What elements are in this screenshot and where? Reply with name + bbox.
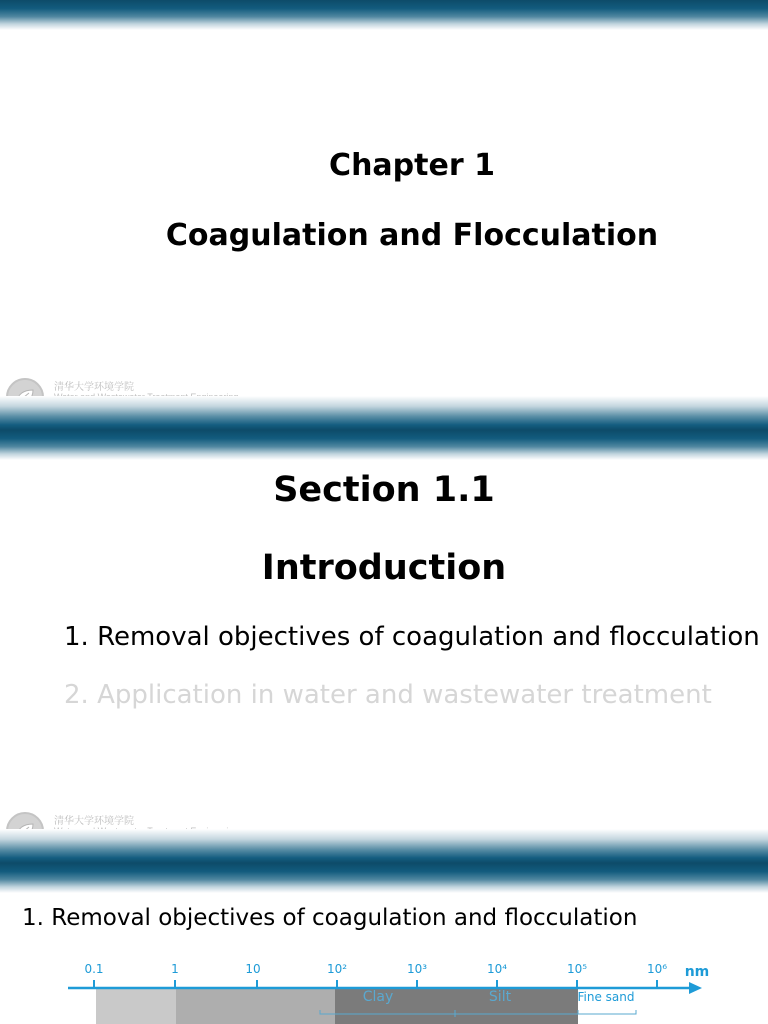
- tick-label: 10: [245, 962, 261, 976]
- section-subtitle: Introduction: [261, 548, 507, 588]
- category-label-clay: Clay: [362, 989, 394, 1005]
- institution-name-cn: 清华大学环境学院: [54, 382, 134, 393]
- particle-size-scale: [0, 955, 768, 1024]
- tick-label: 1: [171, 962, 179, 976]
- outline-item-current: 1. Removal objectives of coagulation and flocculation: [64, 622, 760, 652]
- tick-label: 10⁶: [646, 962, 668, 976]
- size-range-bar: [176, 988, 335, 1024]
- header-band: [0, 0, 768, 30]
- scale-unit-label: nm: [684, 964, 710, 980]
- chapter-topic: Coagulation and Flocculation: [165, 218, 659, 253]
- header-band: [0, 863, 768, 893]
- category-label-fine-sand: Fine sand: [577, 990, 635, 1004]
- tick-label: 10⁵: [566, 962, 588, 976]
- slide-heading: 1. Removal objectives of coagulation and flocculation: [22, 905, 638, 931]
- tick-label: 0.1: [84, 962, 104, 976]
- chapter-title: Chapter 1: [329, 148, 495, 183]
- section-title: Section 1.1: [273, 470, 495, 510]
- category-label-silt: Silt: [488, 989, 512, 1005]
- outline-item-upcoming: 2. Application in water and wastewater treatment: [64, 680, 712, 710]
- slide-section-intro: [0, 430, 768, 863]
- slide-chapter: [0, 0, 768, 430]
- tick-label: 10³: [406, 962, 428, 976]
- footer-band: [0, 829, 768, 863]
- axis-arrow-icon: [689, 982, 702, 994]
- tick-label: 10²: [326, 962, 348, 976]
- size-range-bar: [96, 988, 176, 1024]
- tick-label: 10⁴: [486, 962, 508, 976]
- slide-removal-objectives: [0, 863, 768, 1024]
- institution-name-cn: 清华大学环境学院: [54, 816, 134, 827]
- header-band: [0, 430, 768, 460]
- footer-band: [0, 396, 768, 430]
